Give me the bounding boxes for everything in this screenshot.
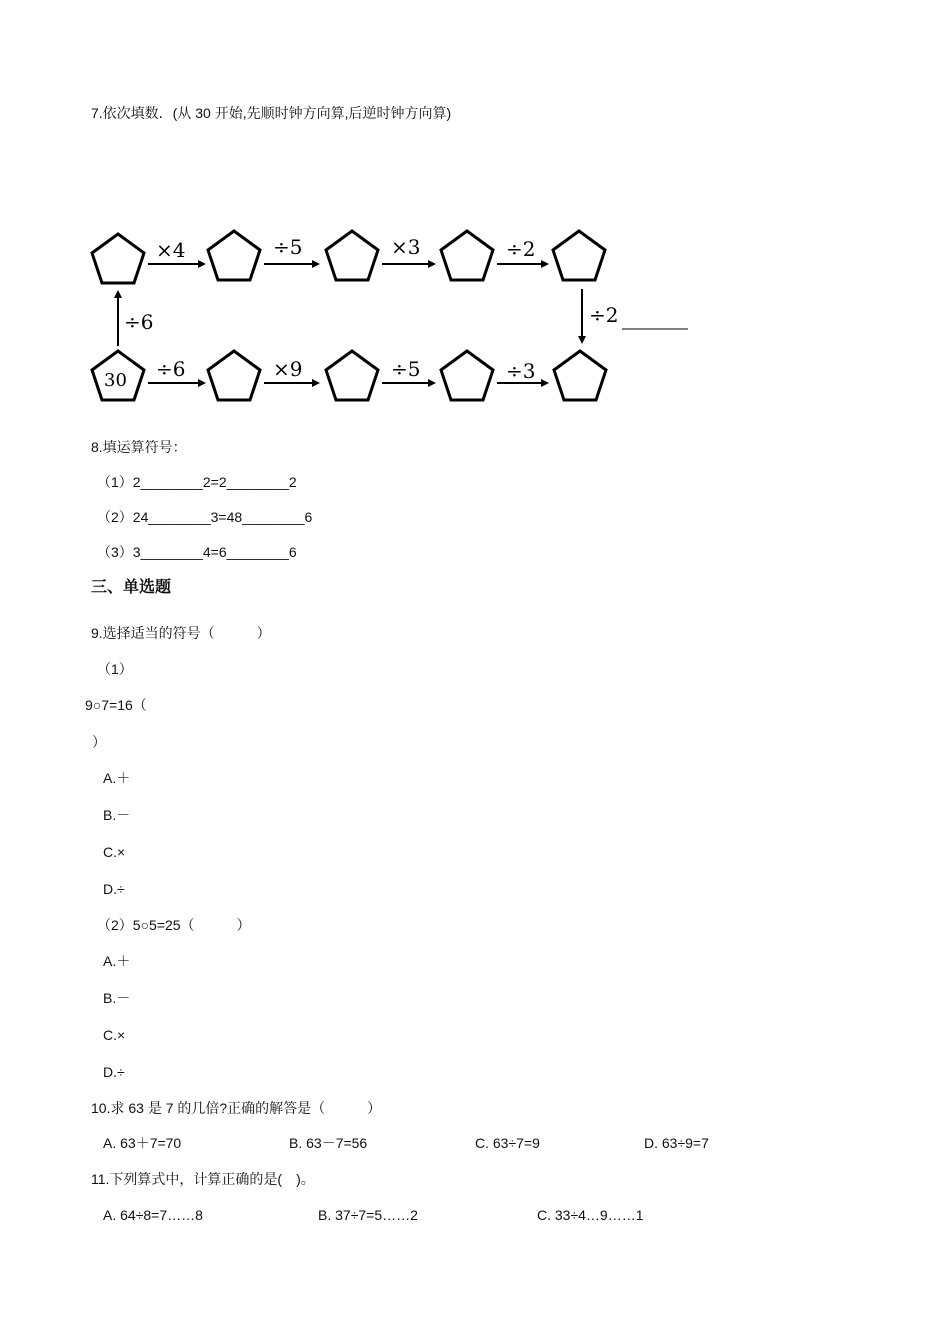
op-bottom-3: ÷5 [391,357,421,381]
q9-sub2-option-d[interactable]: D.÷ [103,1064,125,1080]
pentagon-bottom-5[interactable] [554,351,606,400]
op-bottom-2: ×9 [273,357,303,381]
pentagon-top-2[interactable] [208,231,260,280]
q10-option-a[interactable]: A. 63＋7=70 [103,1135,182,1151]
q9-sub2-option-b[interactable]: B.－ [103,990,131,1006]
q10-title: 10.求 63 是 7 的几倍?正确的解答是（ ） [91,1100,382,1116]
q10-option-b[interactable]: B. 63－7=56 [289,1135,368,1151]
op-bottom-4: ÷3 [506,359,536,383]
q8-item-2[interactable]: （2）24________3=48________6 [97,509,313,525]
pentagon-bottom-4[interactable] [441,351,493,400]
q9-sub1-option-b[interactable]: B.－ [103,807,131,823]
q10-option-c[interactable]: C. 63÷7=9 [475,1135,540,1151]
op-top-3: ×3 [391,235,421,259]
op-top-2: ÷5 [273,235,303,259]
pentagon-top-5[interactable] [553,231,605,280]
q8-item-3[interactable]: （3）3________4=6________6 [97,544,297,560]
op-top-1: ×4 [156,238,186,262]
q7-title: 7.依次填数．(从 30 开始,先顺时钟方向算,后逆时钟方向算) [91,105,452,121]
q10-option-d[interactable]: D. 63÷9=7 [644,1135,709,1151]
q9-title: 9.选择适当的符号（ ） [91,625,271,641]
pentagon-bottom-3[interactable] [326,351,378,400]
q9-sub1-option-d[interactable]: D.÷ [103,881,125,897]
q9-sub2-option-a[interactable]: A.＋ [103,953,131,969]
q11-option-c[interactable]: C. 33÷4…9……1 [537,1207,644,1223]
pentagon-top-1[interactable] [92,234,144,283]
op-top-4: ÷2 [506,237,536,261]
op-right: ÷2 [589,303,619,327]
q11-option-b[interactable]: B. 37÷7=5……2 [318,1207,418,1223]
pentagon-top-3[interactable] [326,231,378,280]
q11-option-a[interactable]: A. 64÷8=7……8 [103,1207,203,1223]
op-bottom-1: ÷6 [156,357,186,381]
q9-sub1-option-a[interactable]: A.＋ [103,770,131,786]
q9-sub1-label: （1） [97,661,133,677]
op-left: ÷6 [124,310,154,334]
q9-sub2: （2）5○5=25（ ） [97,917,251,933]
start-value: 30 [104,370,127,391]
q8-title: 8.填运算符号： [91,439,187,455]
section-heading: 三、单选题 [91,579,172,596]
pentagon-bottom-2[interactable] [208,351,260,400]
q9-sub1-expr: 9○7=16（ [85,697,147,713]
q8-item-1[interactable]: （1）2________2=2________2 [97,474,297,490]
q11-title: 11.下列算式中，计算正确的是( )。 [91,1171,315,1187]
q9-sub1-option-c[interactable]: C.× [103,844,126,860]
q9-sub1-close: ） [92,734,106,750]
pentagon-top-4[interactable] [441,231,493,280]
q7-pentagon-diagram [0,0,950,420]
q9-sub2-option-c[interactable]: C.× [103,1027,126,1043]
